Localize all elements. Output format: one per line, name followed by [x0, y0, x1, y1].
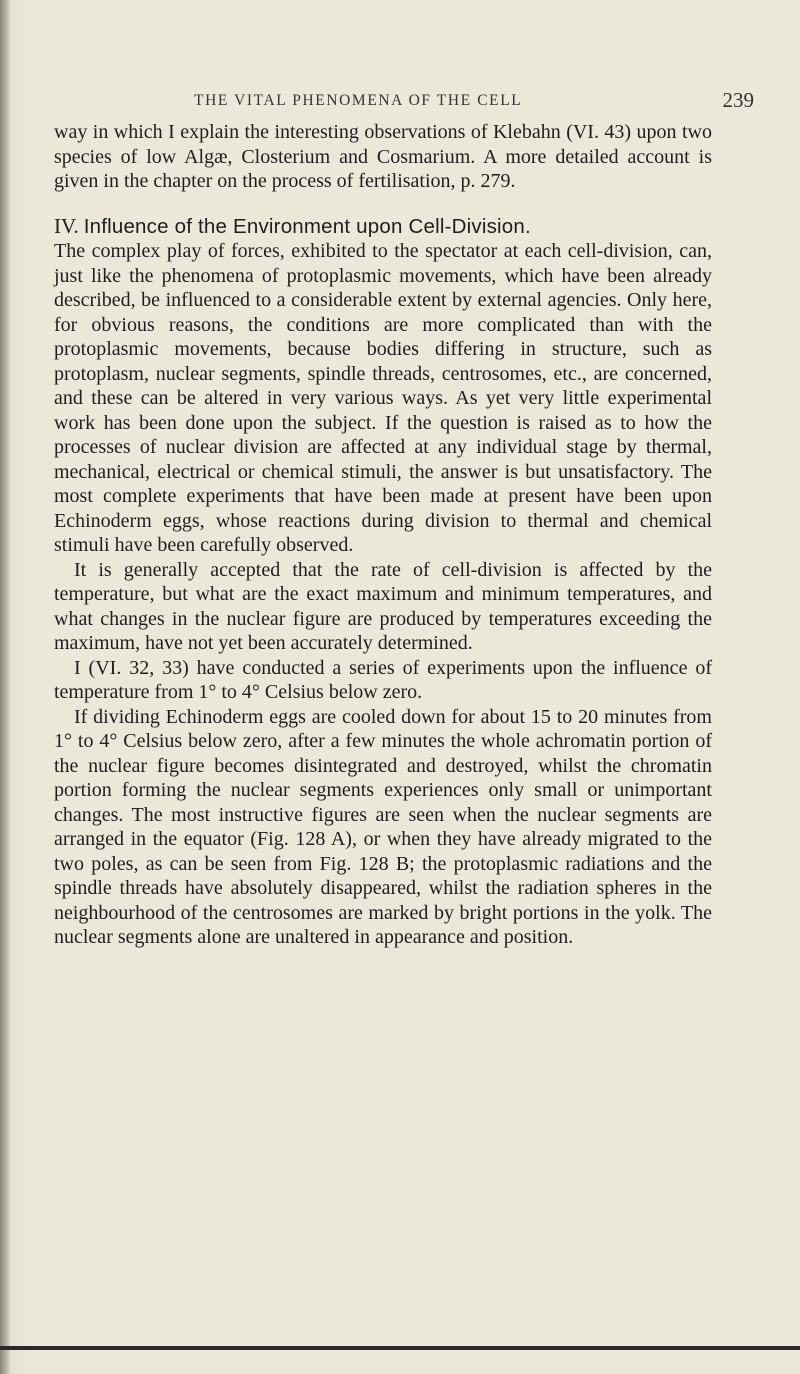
- paragraph-continuation: way in which I explain the interesting observations of Klebahn (VI. 43) upon two species of low Algæ, Closterium and Cosmarium. A more detailed account is given in the chapter on the process of fertilisation, p. 279.: [54, 121, 712, 192]
- book-spine-shadow: [0, 0, 10, 1374]
- section-heading: [54, 214, 712, 240]
- bottom-rule: [0, 1346, 800, 1350]
- section-number: IV.: [54, 213, 79, 238]
- page-number: 239: [722, 88, 754, 112]
- paragraph: It is generally accepted that the rate of cell-division is affected by the temperature, but what are the exact maximum and minimum temperatures, and what changes in the nuclear figure are produced by temperatures exceeding the maximum, have not yet been accurately determined.: [54, 558, 712, 654]
- paragraph: The complex play of forces, exhibited to the spectator at each cell-division, can, just like the phenomena of protoplasmic movements, which have been already described, be influenced to a considerable extent by external agencies. Only here, for obvious reasons, the conditions are more complicated than with the protoplasmic movements, because bodies differing in structure, such as protoplasm, nuclear segments, spindle threads, centrosomes, etc., are concerned, and these can be altered in very various ways. As yet very little experimental work has been done upon the subject. If the question is raised as to how the processes of nuclear division are affected at any individual stage by thermal, mechanical, electrical or chemical stimuli, the answer is but unsatisfactory. The most complete experiments that have been made at present have been upon Echinoderm eggs, whose reactions during division to thermal and chemical stimuli have been carefully observed.: [54, 240, 712, 556]
- paragraph: If dividing Echinoderm eggs are cooled down for about 15 to 20 minutes from 1° to 4° Celsius below zero, after a few minutes the whole achromatin portion of the nuclear figure becomes disintegrated and destroyed, whilst the chromatin portion forming the nuclear segments experiences only small or unimportant changes. The most instructive figures are seen when the nuclear segments are arranged in the equator (Fig. 128 A), or when they have already migrated to the two poles, as can be seen from Fig. 128 B; the protoplasmic radiations and the spindle threads have absolutely disappeared, whilst the radiation spheres in the neighbourhood of the centrosomes are marked by bright portions in the yolk. The nuclear segments alone are unaltered in appearance and position.: [54, 705, 712, 948]
- paragraph: I (VI. 32, 33) have conducted a series of experiments upon the influence of temperature from 1° to 4° Celsius below zero.: [54, 656, 712, 703]
- page-header: [54, 88, 754, 114]
- running-head: THE VITAL PHENOMENA OF THE CELL: [194, 92, 523, 109]
- body-text: [54, 120, 712, 950]
- section-title: Influence of the Environment upon Cell-Division.: [83, 214, 531, 238]
